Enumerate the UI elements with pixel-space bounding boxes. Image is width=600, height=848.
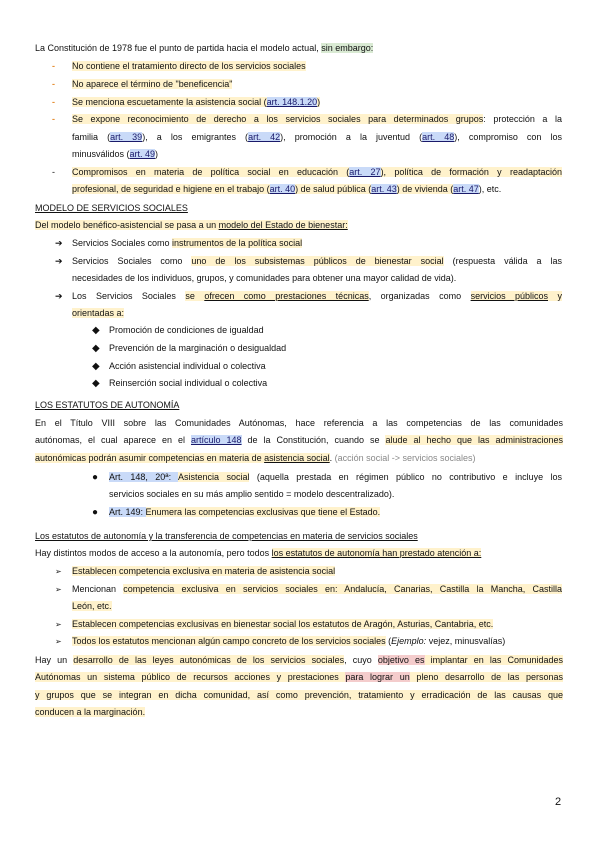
dash-bullet: - [52,97,55,107]
text: Se menciona escuetamente la asistencia social ( [72,97,267,107]
text: para lograr un [345,672,410,682]
text: Art. 148, 20ª: [109,472,179,482]
text: autonómicas podrán asumir competencias en materia de [35,453,265,463]
text: alude al hecho que las administraciones [385,435,563,445]
text: autónomas, el cual aparece en el [35,435,191,445]
intro-paragraph [35,40,563,58]
text: (respuesta válida a las [443,256,562,266]
text: ) de vivienda ( [396,184,454,194]
text: ) [155,149,159,159]
text: : protección a la [483,114,562,124]
text: servicios públicos [470,291,549,301]
closing-paragraph-line [35,652,563,670]
dash-bullet: - [52,167,55,177]
section-heading: Los estatutos de autonomía y la transferencia de competencias en materia de servicios sociales [35,531,418,541]
text: modelo del Estado de bienestar: [218,220,348,230]
text: competencia exclusiva en servicios sociales en: Andalucía, Canarias, Castilla la Mancha, Castilla [123,584,562,594]
section-heading: LOS ESTATUTOS DE AUTONOMÍA [35,400,180,410]
list-item-continued [72,598,562,616]
sub-list-item: Promoción de condiciones de igualdad [109,325,264,335]
text: No aparece el término de "beneficencia" [72,79,233,89]
closing-paragraph-line [35,669,563,687]
text: desarrollo de las leyes autonómicas de los servicios sociales [73,655,345,665]
paragraph-line [35,450,563,468]
text: implantar en las Comunidades [424,655,564,665]
section-heading: MODELO DE SERVICIOS SOCIALES [35,203,188,213]
list-item [72,633,562,651]
diamond-icon: ◆ [92,343,100,354]
text: asistencia social [264,453,330,463]
text: . [329,453,335,463]
text: ) [317,97,321,107]
text: Asistencia social [178,472,250,482]
text: Todos los estatutos mencionan algún campo concreto de los servicios sociales [72,636,386,646]
text: , cuyo [344,655,378,665]
list-item [72,253,562,271]
sub-list-item [109,469,562,487]
list-item-continued [72,305,562,323]
text: (aquella prestada en régimen público no contributivo e incluye los [249,472,562,482]
text: ), política de formación y readaptación [380,167,562,177]
paragraph-line: En el Título VIII sobre las Comunidades Autónomas, hace referencia a las competencias de las comunidades [35,418,563,428]
text: Del modelo benéfico-asistencial se pasa a un [35,220,219,230]
text: Establecen competencia exclusiva en materia de asistencia social [72,566,336,576]
text: pleno desarrollo de las personas [409,672,563,682]
diamond-icon: ◆ [92,325,100,336]
text: ofrecen como prestaciones técnicas [204,291,369,301]
article-link[interactable]: art. 148.1.20 [266,97,318,107]
text: No contiene el tratamiento directo de los servicios sociales [72,61,306,71]
article-link[interactable]: art. 48 [422,132,455,142]
text: uno de los subsistemas públicos de bienestar social [191,256,444,266]
closing-paragraph-line [35,687,563,705]
section-intro [35,545,563,563]
text: ) de salud pública ( [295,184,372,194]
list-item [72,235,562,253]
text: ), promoción a la juventud ( [280,132,423,142]
dash-bullet: - [52,61,55,71]
text: (acción social -> servicios sociales) [334,453,476,463]
sub-list-item: Reinserción social individual o colectiva [109,378,268,388]
text: La Constitución de 1978 fue el punto de partida hacia el modelo actual, [35,43,322,53]
diamond-icon: ◆ [92,361,100,372]
page-number: 2 [555,796,562,808]
text: vejez, minusvalías) [426,636,506,646]
list-item [72,94,562,112]
list-item [72,111,562,129]
dot-icon: ● [92,507,99,518]
list-item [72,288,562,306]
article-link[interactable]: art. 43 [371,184,397,194]
list-item-continued [72,181,562,199]
text: ), etc. [478,184,502,194]
text: conducen a la marginación. [35,707,146,717]
text: Los Servicios Sociales [72,291,186,301]
text: Autónomas un sistema público de recursos acciones y prestaciones [35,672,346,682]
triangle-arrow-icon: ➢ [55,637,62,646]
diamond-icon: ◆ [92,378,100,389]
text: Se expone reconocimiento de derecho a los servicios sociales para determinados grupos [72,114,484,124]
text: objetivo es [377,655,425,665]
article-link[interactable]: art. 49 [129,149,156,159]
section-intro [35,217,563,235]
text: los estatutos de autonomía han prestado atención a: [271,548,482,558]
arrow-icon: ➔ [55,291,63,301]
text: y [548,291,562,301]
text: Art. 149: [109,507,146,517]
sub-list-item: Acción asistencial individual o colectiva [109,361,266,371]
text: Compromisos en materia de política social en educación ( [72,167,350,177]
paragraph-line [35,432,563,450]
list-item [72,581,562,599]
text: ), compromiso con los [454,132,563,142]
text: profesional, de seguridad e higiene en el trabajo ( [72,184,270,194]
list-item-continued: necesidades de los individuos, grupos, y comunidades para obtener una mayor calidad de vida). [72,273,457,283]
closing-paragraph-line [35,704,563,722]
sub-list-item [109,504,562,522]
text: Mencionan [72,584,124,594]
text: Servicios Sociales como [72,238,173,248]
dash-bullet: - [52,79,55,89]
text: de la Constitución, cuando se [241,435,386,445]
arrow-icon: ➔ [55,256,63,266]
text: ), a los emigrantes ( [142,132,249,142]
triangle-arrow-icon: ➢ [55,585,62,594]
article-link[interactable]: art. 40 [269,184,296,194]
list-item-continued [72,129,562,147]
text: Establecen competencias exclusivas en bienestar social los estatutos de Aragón, Asturias, Cantabria, etc. [72,619,494,629]
article-link[interactable]: art. 39 [110,132,143,142]
list-item [72,616,562,634]
article-link[interactable]: art. 27 [349,167,381,177]
text: se [185,291,205,301]
triangle-arrow-icon: ➢ [55,620,62,629]
text: León, etc. [72,601,112,611]
text: Hay un [35,655,74,665]
text: Servicios Sociales como [72,256,192,266]
list-item-continued [72,146,562,164]
sub-list-item: Prevención de la marginación o desigualdad [109,343,287,353]
highlight: sin embargo: [321,43,374,53]
text: orientadas a: [72,308,125,318]
text: ( [385,636,392,646]
text: minusválidos ( [72,149,130,159]
text: instrumentos de la política social [172,238,303,248]
list-item [72,58,562,76]
arrow-icon: ➔ [55,238,63,248]
text: y grupos que se integran en dicha comunidad, así como prevención, tratamiento y erradicación de las causas que [35,690,563,700]
dash-bullet: - [52,114,55,124]
triangle-arrow-icon: ➢ [55,567,62,576]
text: familia ( [72,132,111,142]
sub-list-item-continued: servicios sociales en su más amplio sentido = modelo descentralizado). [109,489,395,499]
article-link[interactable]: art. 42 [248,132,281,142]
list-item [72,563,562,581]
article-link[interactable]: art. 47 [453,184,479,194]
dot-icon: ● [92,472,99,483]
list-item [72,76,562,94]
text: Enumera las competencias exclusivas que tiene el Estado. [145,507,381,517]
text: Hay distintos modos de acceso a la autonomía, pero todos [35,548,272,558]
text: Ejemplo: [391,636,427,646]
list-item [72,164,562,182]
article-link[interactable]: artículo 148 [190,435,242,445]
text: , organizadas como [368,291,471,301]
